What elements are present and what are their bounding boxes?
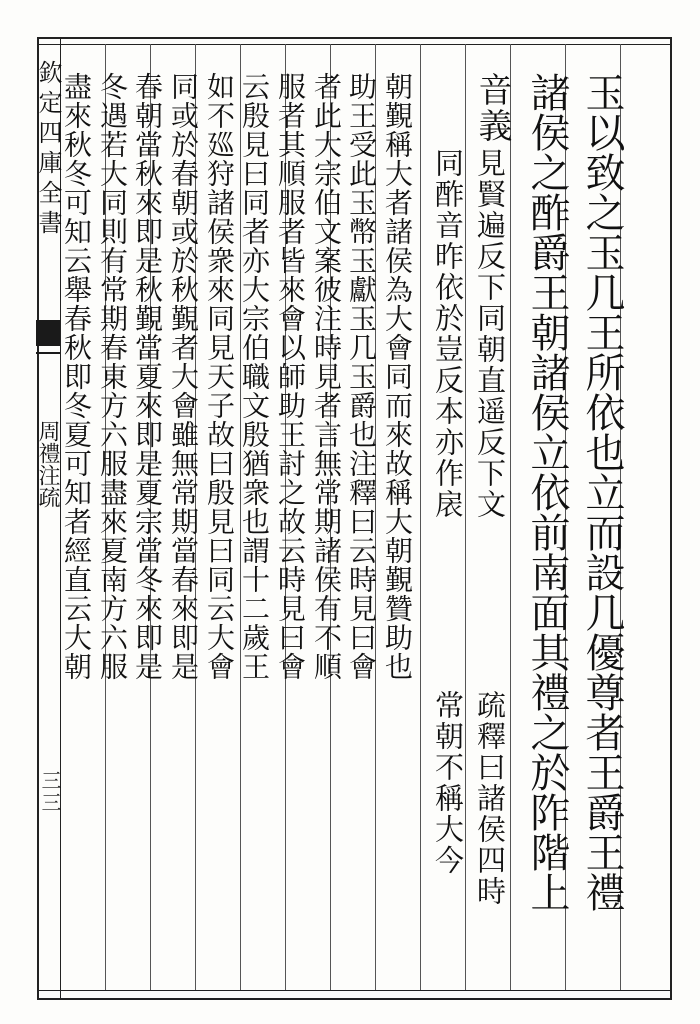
text-column: 云殷見曰同者亦大宗伯職文殷猶衆也謂十二歲王 — [238, 72, 271, 681]
section-title: 周禮注疏 — [35, 420, 60, 508]
column-rule — [465, 44, 466, 990]
text-column: 諸侯之酢爵王朝諸侯立依前南面其禮之於阼階上 — [524, 72, 570, 912]
top-border-line — [37, 44, 672, 45]
column-rule — [510, 44, 511, 990]
text-column: 服者其順服者皆來會以師助王討之故云時見曰會 — [274, 72, 307, 681]
text-column: 見賢遍反下同朝直遥反下文 — [473, 148, 507, 520]
bottom-border-line — [37, 990, 672, 991]
section-label-yinyi: 音義 — [472, 72, 512, 144]
text-column: 疏釋曰諸侯四時 — [473, 690, 507, 907]
text-column: 春朝當秋來即是秋覲當夏來即是夏宗當冬來即是 — [131, 72, 164, 681]
text-column: 同或於春朝或於秋覲者大會雖無常期當春來即是 — [167, 72, 200, 681]
text-column: 玉以致之玉几王所依也立而設几優尊者王爵王禮 — [579, 72, 625, 912]
text-column: 常朝不稱大今 — [431, 690, 465, 876]
column-rule — [420, 44, 421, 990]
page-number: 三三 — [38, 770, 62, 814]
text-column: 盡來秋冬可知云舉春秋即冬夏可知者經直云大朝 — [60, 72, 93, 681]
text-column: 冬遇若大同則有常期春東方六服盡來夏南方六服 — [96, 72, 129, 681]
text-column: 助王受此玉幣玉獻玉几玉爵也注釋曰云時見曰會 — [345, 72, 378, 681]
book-title: 欽定四庫全書 — [34, 60, 62, 240]
text-column: 同酢音昨依於豈反本亦作扆 — [431, 148, 465, 520]
text-column: 如不廵狩諸侯衆來同見天子故曰殷見曰同云大會 — [203, 72, 236, 681]
text-column: 朝覲稱大者諸侯為大會同而來故稱大朝覲贊助也 — [381, 72, 414, 681]
text-column: 者此大宗伯文案彼注時見者言無常期諸侯有不順 — [310, 72, 343, 681]
